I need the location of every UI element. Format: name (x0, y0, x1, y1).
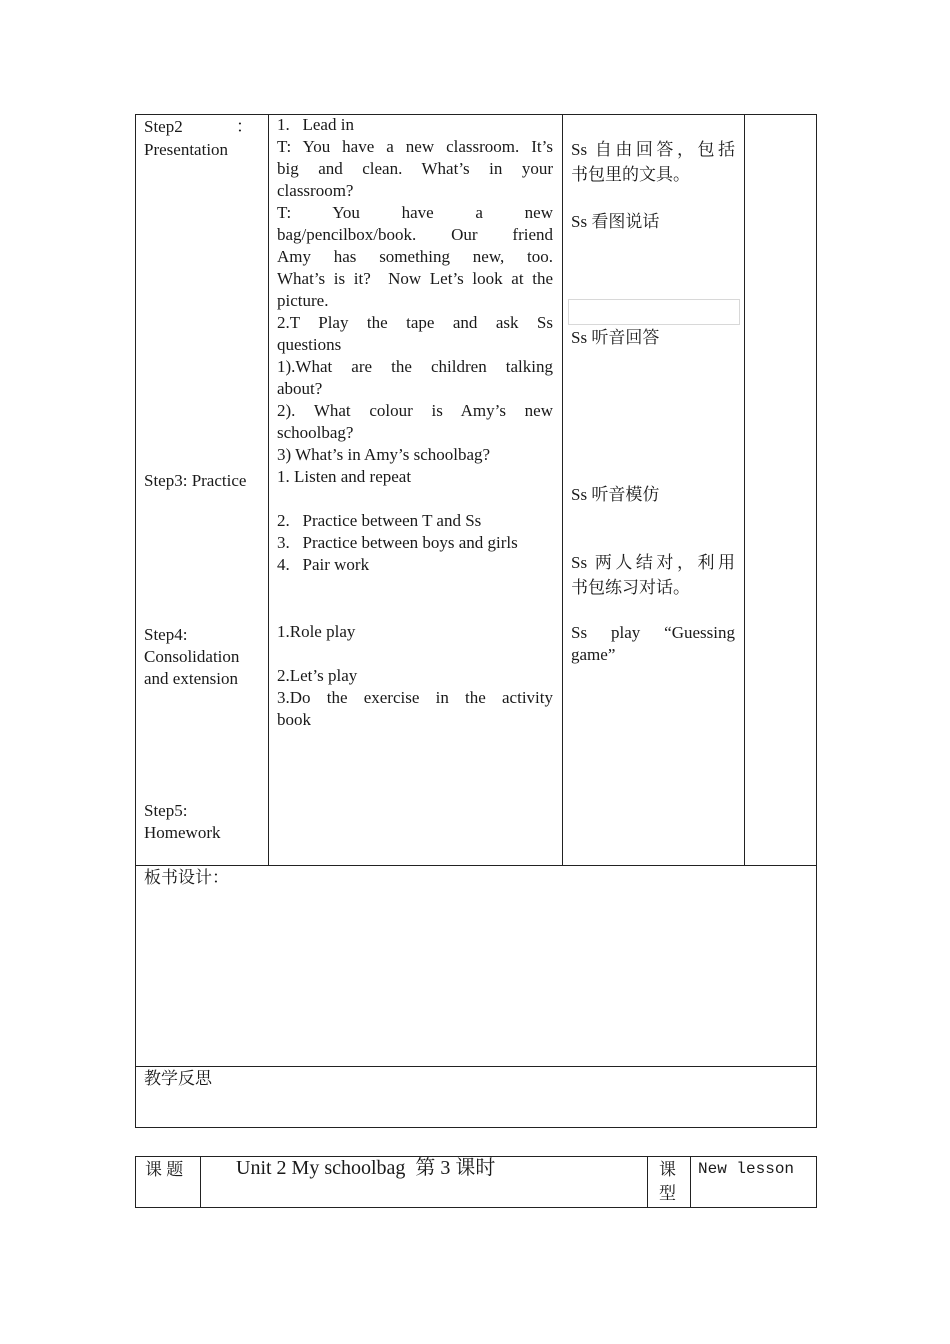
type-value: New lesson (698, 1160, 795, 1178)
row-divider-2 (135, 1066, 817, 1067)
step4-title-1: Consolidation (144, 647, 240, 666)
activity-line: schoolbag? (277, 423, 354, 442)
header-divider-3 (690, 1156, 691, 1208)
activity-line: Amy has something new, too. (277, 247, 553, 266)
header-divider-2 (647, 1156, 648, 1208)
activity-line: book (277, 710, 311, 729)
activity-line: 3) What’s in Amy’s schoolbag? (277, 445, 491, 464)
step2-title: Presentation (144, 140, 229, 159)
student-line: Ss play “Guessing (571, 623, 735, 642)
student-line: game” (571, 645, 616, 664)
table-border-top (135, 114, 817, 115)
activity-line: questions (277, 335, 342, 354)
col-divider-1 (268, 114, 269, 866)
board-design-label: 板书设计： (144, 868, 229, 887)
activity-line: 1.Role play (277, 622, 356, 641)
activity-line: big and clean. What’s in your (277, 159, 553, 178)
step4-label: Step4: (144, 625, 188, 644)
topic-label: 课 题 (145, 1160, 184, 1179)
header-border-right (816, 1156, 817, 1208)
activity-line: 2). What colour is Amy’s new (277, 401, 553, 420)
activity-line: 3.Do the exercise in the activity (277, 688, 553, 707)
student-line: Ss 听音回答 (571, 328, 660, 347)
student-line: Ss 听音模仿 (571, 485, 660, 504)
student-line: 书包练习对话。 (571, 578, 690, 597)
reflection-label: 教学反思 (144, 1069, 212, 1088)
activity-line: 4. Pair work (277, 555, 370, 574)
activity-line: 2.T Play the tape and ask Ss (277, 313, 553, 332)
activity-line: T: You have a new (277, 203, 553, 222)
activity-line: T: You have a new classroom. It’s (277, 137, 553, 156)
topic-value: Unit 2 My schoolbag 第 3 课时 (236, 1157, 496, 1179)
step2-label: Step2 (144, 117, 183, 136)
header-divider-1 (200, 1156, 201, 1208)
table-border-left (135, 114, 136, 1128)
student-line: Ss 两人结对，利用 (571, 553, 735, 572)
activity-line: about? (277, 379, 323, 398)
step5-label: Step5: (144, 801, 188, 820)
activity-line: classroom? (277, 181, 354, 200)
col-divider-3 (744, 114, 745, 866)
header-border-left (135, 1156, 136, 1208)
type-label-top: 课 (659, 1160, 676, 1179)
activity-line: bag/pencilbox/book. Our friend (277, 225, 553, 244)
activity-line: What’s is it? Now Let’s look at the (277, 269, 553, 288)
table-border-bottom (135, 1127, 817, 1128)
row-divider-1 (135, 865, 817, 866)
col-divider-2 (562, 114, 563, 866)
activity-line: 1. Listen and repeat (277, 467, 412, 486)
step3-label: Step3: Practice (144, 471, 247, 490)
activity-line: picture. (277, 291, 329, 310)
activity-line: 1).What are the children talking (277, 357, 553, 376)
header-border-bottom (135, 1207, 817, 1208)
activity-line: 2. Practice between T and Ss (277, 511, 482, 530)
step2-colon: ： (236, 117, 253, 136)
activity-line: 3. Practice between boys and girls (277, 533, 518, 552)
type-label-bottom: 型 (659, 1184, 676, 1203)
student-line: Ss 自由回答，包括 (571, 140, 735, 159)
step5-title: Homework (144, 823, 221, 842)
activity-line: 2.Let’s play (277, 666, 358, 685)
activity-line: 1. Lead in (277, 115, 354, 134)
step4-title-2: and extension (144, 669, 238, 688)
faint-box (568, 299, 740, 325)
table-border-right (816, 114, 817, 1128)
student-line: Ss 看图说话 (571, 212, 660, 231)
student-line: 书包里的文具。 (571, 165, 690, 184)
